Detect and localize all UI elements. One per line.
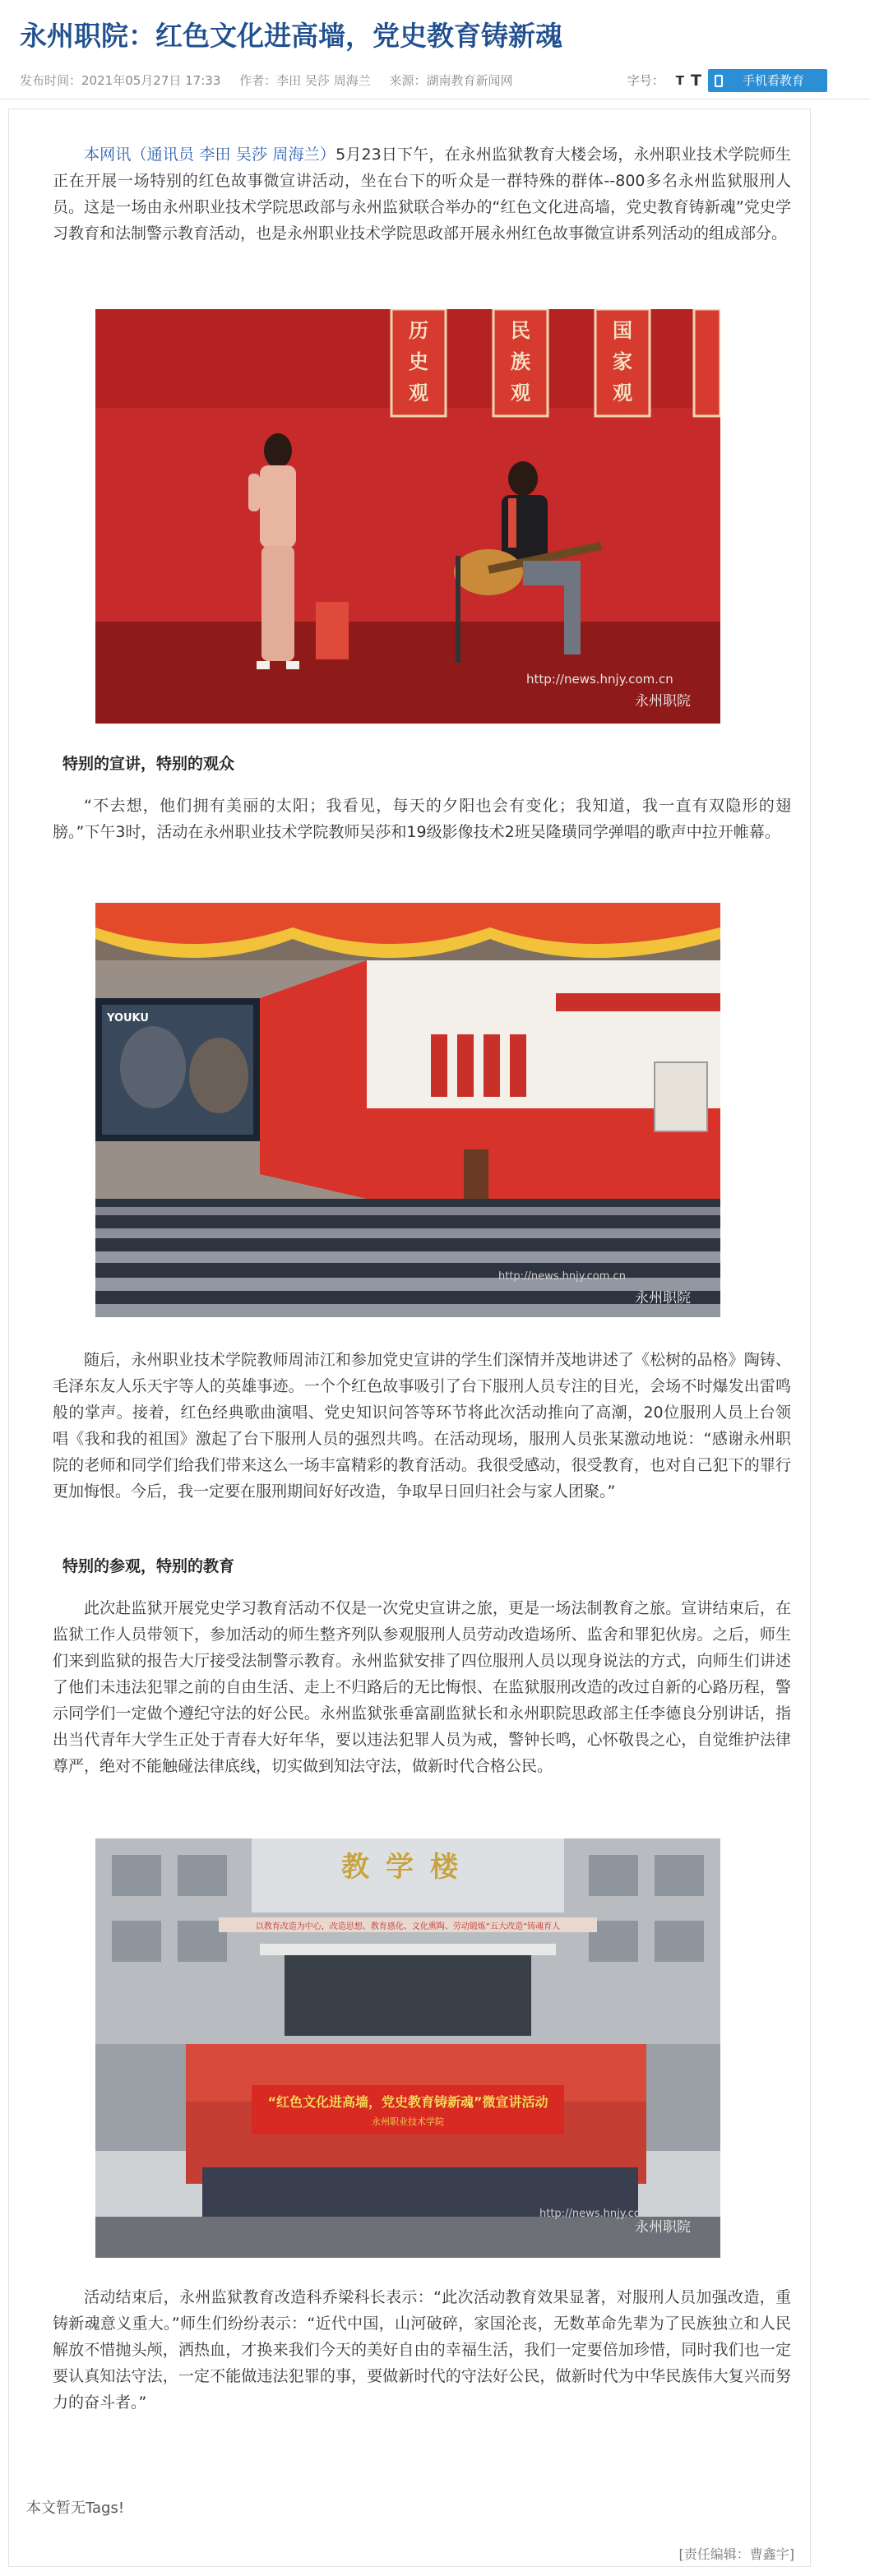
building-slogan: 以教育改造为中心，改造思想、教育感化、文化熏陶、劳动锻炼“五大改造”铸魂育人 — [255, 1922, 561, 1931]
photo-performance — [95, 309, 720, 724]
svg-text:族: 族 — [511, 350, 530, 373]
photo1-watermark-url: http://news.hnjy.com.cn — [526, 672, 673, 687]
photo-auditorium — [95, 903, 720, 1317]
photo2-watermark: 永州职院 — [635, 1290, 691, 1306]
source-credit: 本网讯（通讯员 李田 吴莎 周海兰） — [84, 146, 336, 164]
photo1-watermark: 永州职院 — [635, 693, 691, 710]
font-big-button[interactable]: T — [691, 72, 701, 90]
subhead-1: 特别的宣讲，特别的观众 — [62, 755, 235, 773]
group-banner-sub: 永州职业技术学院 — [372, 2116, 444, 2127]
paragraph-2: “不去想，他们拥有美丽的太阳；我看见，每天的夕阳也会有变化；我知道，我一直有双隐形的翅膀。”下午3时，活动在永州职业技术学院教师吴莎和19级影像技术2班吴隆璜同学弹唱的歌声中拉开帷幕。 — [53, 797, 791, 841]
mobile-view-label: 手机看教育 — [742, 73, 804, 88]
subhead-2: 特别的参观，特别的教育 — [62, 1557, 235, 1575]
paragraph-5: 活动结束后，永州监狱教育改造科乔梁科长表示：“此次活动教育效果显著，对服刑人员加强改造，重铸新魂意义重大。”师生们纷纷表示：“近代中国，山河破碎，家国沦丧，无数革命先辈为了民族独立和人民解放不惜抛头颅，洒热血，才换来我们今天的美好自由的幸福生活，我们一定要倍加珍惜，同时我们也一定要认真知法守法，一定不能做违法犯罪的事，要做新时代的守法好公民，做新时代为中华民族伟大复兴而努力的奋斗者。” — [53, 2288, 791, 2412]
paragraph-4: 此次赴监狱开展党史学习教育活动不仅是一次党史宣讲之旅，更是一场法制教育之旅。宣讲结束后，在监狱工作人员带领下，参加活动的师生整齐列队参观服刑人员劳动改造场所、监舍和罪犯伙房。之后，师生们来到监狱的报告大厅接受法制警示教育。永州监狱安排了四位服刑人员以现身说法的方式，向师生们讲述了他们未违法犯罪之前的自由生活、走上不归路后的无比悔恨、在监狱服刑改造的改过自新的心路历程，警示同学们一定做个遵纪守法的好公民。永州监狱张垂富副监狱长和永州职院思政部主任李德良分别讲话，指出当代青年大学生正处于青春大好年华，要以违法犯罪人员为戒，警钟长鸣，心怀敬畏之心，自觉维护法律尊严，绝对不能触碰法律底线，切实做到知法守法，做新时代合格公民。 — [53, 1599, 791, 1775]
photo3-watermark: 永州职院 — [635, 2219, 691, 2236]
tags-line: 本文暂无Tags! — [26, 2500, 125, 2517]
banner-1 — [391, 309, 446, 416]
font-size-label: 字号： — [627, 73, 664, 88]
group-banner: “红色文化进高墙，党史教育铸新魂”微宣讲活动 — [267, 2094, 548, 2110]
mobile-view-button[interactable] — [708, 69, 827, 92]
banner-3 — [595, 309, 650, 416]
photo3-watermark-url: http://news.hnjy.com.cn — [539, 2208, 667, 2220]
phone-icon — [715, 75, 723, 87]
svg-text:观: 观 — [613, 382, 632, 405]
author: 作者：李田 吴莎 周海兰 — [239, 73, 371, 88]
paragraph-1 — [53, 141, 791, 247]
article-meta — [20, 64, 842, 97]
photo-group — [95, 1838, 720, 2258]
photo2-watermark-url: http://news.hnjy.com.cn — [498, 1270, 626, 1283]
svg-text:家: 家 — [613, 350, 632, 373]
paragraph-3: 随后，永州职业技术学院教师周沛江和参加党史宣讲的学生们深情并茂地讲述了《松树的品格》陶铸、毛泽东友人乐天宇等人的英雄事迹。一个个红色故事吸引了台下服刑人员专注的目光，会场不时爆发出雷鸣般的掌声。接着，红色经典歌曲演唱、党史知识问答等环节将此次活动推向了高潮，20位服刑人员上台领唱《我和我的祖国》激起了台下服刑人员的强烈共鸣。在活动现场，服刑人员张某激动地说：“感谢永州职院的老师和同学们给我们带来这么一场丰富精彩的教育活动。我很受感动，很受教育，也对自己犯下的罪行更加悔恨。今后，我一定要在服刑期间好好改造，争取早日回归社会与家人团聚。” — [53, 1351, 791, 1501]
svg-text:史: 史 — [409, 350, 428, 373]
font-small-button[interactable]: T — [675, 73, 685, 88]
svg-text:国: 国 — [613, 319, 632, 342]
source: 来源：湖南教育新闻网 — [389, 73, 513, 88]
article-title: 永州职院：红色文化进高墙，党史教育铸新魂 — [20, 20, 562, 52]
building-name: 教学楼 — [341, 1851, 474, 1884]
paragraph-1-text: 5月23日下午，在永州监狱教育大楼会场，永州职业技术学院师生正在开展一场特别的红色故事微宣讲活动，坐在台下的听众是一群特殊的群体--800多名永州监狱服刑人员。这是一场由永州职业技术学院思政部与永州监狱联合举办的“红色文化进高墙，党史教育铸新魂”党史学习教育和法制警示教育活动，也是永州职业技术学院思政部开展永州红色故事微宣讲系列活动的组成部分。 — [53, 146, 791, 243]
publish-time: 发布时间：2021年05月27日 17:33 — [20, 73, 221, 88]
youku-logo: YOUKU — [107, 1012, 149, 1024]
responsible-editor: [责任编辑：曹鑫宇] — [678, 2546, 794, 2562]
svg-text:观: 观 — [511, 382, 530, 405]
svg-text:历: 历 — [409, 319, 428, 342]
banner-2 — [493, 309, 548, 416]
svg-text:民: 民 — [511, 319, 530, 342]
svg-text:观: 观 — [409, 382, 428, 405]
